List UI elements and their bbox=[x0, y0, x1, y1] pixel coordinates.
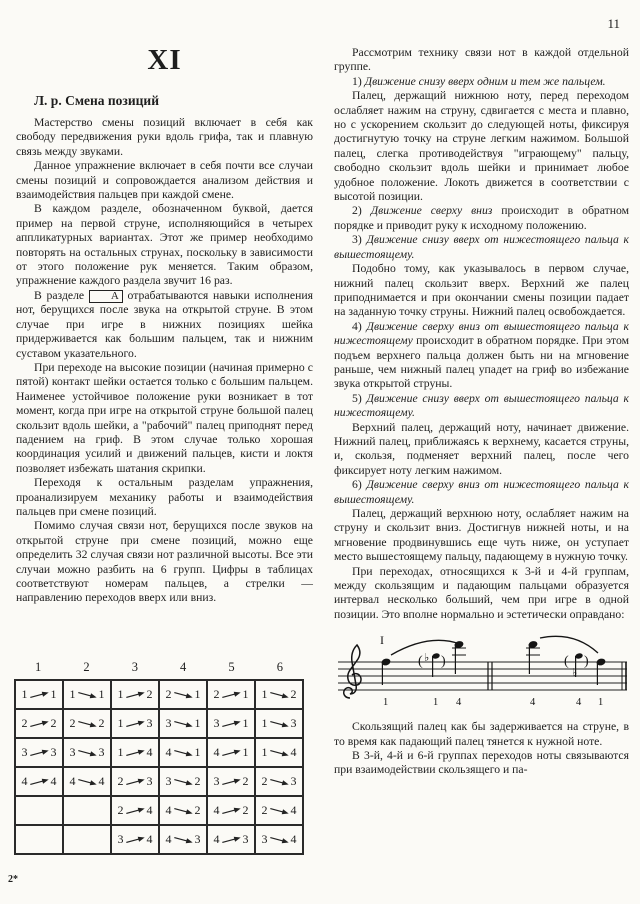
item-title: Движение снизу вверх одним и тем же пальцем. bbox=[364, 74, 606, 88]
finger-to: 4 bbox=[290, 745, 297, 759]
transition-cell bbox=[255, 680, 303, 709]
finger-from: 1 bbox=[117, 687, 124, 701]
svg-text:(: ( bbox=[418, 654, 423, 670]
finger-to: 4 bbox=[290, 832, 297, 846]
empty-cell bbox=[63, 825, 111, 854]
boxed-section-letter: А bbox=[89, 290, 123, 303]
finger-from: 4 bbox=[21, 774, 28, 788]
finger-from: 2 bbox=[117, 774, 124, 788]
finger-from: 3 bbox=[261, 832, 268, 846]
empty-cell bbox=[15, 796, 63, 825]
arrow-up-icon bbox=[125, 776, 146, 788]
transition-cell bbox=[207, 680, 255, 709]
finger-to: 2 bbox=[194, 803, 201, 817]
parenthesized-note bbox=[564, 653, 589, 679]
item-title: Движение снизу вверх от нижестоящего пальца к вышестоящему. bbox=[334, 233, 630, 261]
paragraph: Палец, держащий нижнюю ноту, перед переходом ослабляет нажим на струну, сдвигается с места и плавно, но с ускорением скользит до следующей ноты, фиксируя достигнутую точку на струне легким нажимом. Большой палец, слегка противодействуя "играющему" пальцу, свободно скользит вдоль шейки и принимает любое удобное положение. Локоть движется в соответствии с высотой позиции. bbox=[334, 89, 629, 204]
finger-to: 2 bbox=[242, 803, 249, 817]
finger-to: 4 bbox=[290, 803, 297, 817]
arrow-up-icon bbox=[29, 689, 50, 701]
finger-to: 3 bbox=[146, 716, 153, 730]
paragraph: Мастерство смены позиций включает в себя как свободу передвижения руки вдоль грифа, так и плавную связь между звуками. bbox=[16, 116, 313, 158]
finger-from: 2 bbox=[261, 803, 268, 817]
finger-to: 3 bbox=[194, 832, 201, 846]
transition-cell bbox=[207, 709, 255, 738]
paragraph-with-boxed-letter bbox=[16, 289, 313, 361]
finger-from: 1 bbox=[21, 687, 28, 701]
transition-cell bbox=[207, 796, 255, 825]
finger-from: 3 bbox=[213, 716, 220, 730]
transition-cell bbox=[159, 738, 207, 767]
transition-cell bbox=[111, 825, 159, 854]
finger-to: 3 bbox=[242, 832, 249, 846]
finger-from: 1 bbox=[261, 687, 268, 701]
finger-to: 1 bbox=[194, 687, 201, 701]
arrow-up-icon bbox=[125, 689, 146, 701]
finger-to: 4 bbox=[50, 774, 57, 788]
finger-to: 2 bbox=[194, 774, 201, 788]
list-item-3 bbox=[334, 233, 629, 262]
transition-cell bbox=[207, 767, 255, 796]
finger-from: 1 bbox=[69, 687, 76, 701]
paragraph: В каждом разделе, обозначенном буквой, дается пример на первой струне, исполняющийся в четырех аппликатурных вариантах. Этот же пример необходимо повторять на остальных струнах, поскольку в зависимости от этого положение рук меняется. Таким образом, упражнение каждого раздела звучит 16 раз. bbox=[16, 202, 313, 288]
transition-cell bbox=[111, 709, 159, 738]
arrow-down-icon bbox=[77, 689, 98, 701]
finger-from: 3 bbox=[117, 832, 124, 846]
transition-cell bbox=[255, 767, 303, 796]
transition-cell bbox=[111, 738, 159, 767]
position-label: I bbox=[380, 633, 384, 648]
transition-cell bbox=[15, 738, 63, 767]
finger-from: 4 bbox=[213, 832, 220, 846]
finger-to: 3 bbox=[146, 774, 153, 788]
transition-cell bbox=[255, 796, 303, 825]
finger-to: 2 bbox=[98, 716, 105, 730]
finger-to: 1 bbox=[242, 716, 249, 730]
transition-cell bbox=[255, 709, 303, 738]
arrow-up-icon bbox=[221, 718, 242, 730]
transition-cell bbox=[207, 738, 255, 767]
note bbox=[381, 659, 390, 686]
chapter-title: XI bbox=[147, 44, 182, 76]
paragraph: Рассмотрим технику связи нот в каждой отдельной группе. bbox=[334, 46, 629, 74]
transition-cell bbox=[15, 680, 63, 709]
arrow-up-icon bbox=[221, 689, 242, 701]
table-header: 2 bbox=[83, 660, 90, 674]
finger-from: 2 bbox=[69, 716, 76, 730]
finger-from: 4 bbox=[165, 832, 172, 846]
arrow-up-icon bbox=[125, 805, 146, 817]
item-number: 6) bbox=[352, 478, 362, 492]
transition-cell bbox=[159, 680, 207, 709]
slur bbox=[540, 637, 598, 654]
table-column-headers bbox=[14, 660, 304, 675]
transition-cell bbox=[63, 738, 111, 767]
finger-to: 2 bbox=[146, 687, 153, 701]
arrow-down-icon bbox=[269, 805, 290, 817]
transition-cell bbox=[111, 796, 159, 825]
list-item-1 bbox=[334, 75, 629, 89]
transition-cell bbox=[255, 825, 303, 854]
finger-from: 2 bbox=[261, 774, 268, 788]
transition-cell bbox=[15, 709, 63, 738]
finger-to: 2 bbox=[242, 774, 249, 788]
finger-from: 4 bbox=[213, 745, 220, 759]
arrow-down-icon bbox=[173, 776, 194, 788]
arrow-down-icon bbox=[173, 718, 194, 730]
finger-from: 1 bbox=[261, 745, 268, 759]
svg-text:♭: ♭ bbox=[424, 652, 430, 665]
paragraph: При переходах, относящихся к 3-й и 4-й группам, между скользящим и падающим пальцами образуется интервал несколько больший, чем при игре в одной позиции. Это вполне нормально и эстетически оправдано: bbox=[334, 564, 629, 621]
transition-cell bbox=[63, 767, 111, 796]
paragraph: Подобно тому, как указывалось в первом случае, нижний палец скользит вверх. Верхний же палец приподнимается и при окончании смены позиции падает на заданную точку струны. Нижний палец освобождается. bbox=[334, 262, 629, 319]
table-header: 5 bbox=[228, 660, 235, 674]
item-text: происходит в обратном порядке и приводит руку к исходному положению. bbox=[334, 204, 630, 232]
finger-from: 2 bbox=[21, 716, 28, 730]
finger-to: 3 bbox=[50, 745, 57, 759]
transition-cell bbox=[207, 825, 255, 854]
empty-cell bbox=[15, 825, 63, 854]
item-number: 1) bbox=[352, 74, 362, 88]
fingering: 1 bbox=[383, 697, 389, 709]
item-number: 4) bbox=[352, 319, 362, 333]
table-header: 4 bbox=[180, 660, 187, 674]
finger-to: 1 bbox=[194, 745, 201, 759]
finger-to: 1 bbox=[50, 687, 57, 701]
finger-from: 1 bbox=[117, 716, 124, 730]
parenthesized-note bbox=[418, 652, 446, 677]
finger-to: 2 bbox=[50, 716, 57, 730]
paragraph: Верхний палец, держащий ноту, начинает движение. Нижний палец, приближаясь к верхнему, касается струны, и, скользя, подменяет верхний палец, после чего фиксирует ноту легким нажимом. bbox=[334, 420, 629, 477]
item-text: происходит в обратном порядке. При этом подъем верхнего пальца должен быть ни на мгновение раньше, чем нижный палец упадет на гриф во избежание звука открытой струны. bbox=[334, 334, 629, 391]
paragraph: Переходя к остальным разделам упражнения, проанализируем механику работы и взаимодействия пальцев при смене позиций. bbox=[16, 476, 313, 518]
text-before-box: В разделе bbox=[34, 288, 85, 302]
transition-cell bbox=[159, 767, 207, 796]
svg-text:): ) bbox=[584, 654, 589, 670]
finger-to: 4 bbox=[146, 745, 153, 759]
arrow-down-icon bbox=[269, 718, 290, 730]
transition-cell bbox=[111, 767, 159, 796]
list-item-4 bbox=[334, 320, 629, 392]
finger-to: 2 bbox=[290, 687, 297, 701]
finger-from: 2 bbox=[165, 687, 172, 701]
arrow-down-icon bbox=[173, 747, 194, 759]
table-header: 1 bbox=[35, 660, 42, 674]
finger-from: 3 bbox=[21, 745, 28, 759]
finger-to: 1 bbox=[242, 745, 249, 759]
arrow-up-icon bbox=[29, 747, 50, 759]
paragraph: Палец, держащий верхнюю ноту, ослабляет нажим на струну и скользит вниз. Достигнув нижней ноты, и на мгновение продвинувшись еще чуть ниже, он уступает место вышестоящему пальцу, падающему в нужную точку. bbox=[334, 507, 629, 564]
finger-to: 3 bbox=[290, 774, 297, 788]
finger-to: 4 bbox=[146, 832, 153, 846]
fingering: 4 bbox=[576, 697, 582, 709]
fingering-numbers bbox=[383, 697, 603, 708]
fingering: 1 bbox=[598, 697, 604, 709]
transition-cell bbox=[159, 796, 207, 825]
fingering: 1 bbox=[433, 697, 439, 709]
finger-to: 4 bbox=[98, 774, 105, 788]
fingering: 4 bbox=[530, 697, 536, 709]
finger-from: 4 bbox=[165, 803, 172, 817]
fingering-table bbox=[14, 660, 304, 855]
paragraph: В 3-й, 4-й и 6-й группах переходов ноты связываются при взаимодействии скользящего и па- bbox=[334, 749, 629, 777]
transition-cell bbox=[15, 767, 63, 796]
finger-from: 2 bbox=[117, 803, 124, 817]
section-title: Л. р. Смена позиций bbox=[34, 93, 159, 108]
arrow-down-icon bbox=[77, 776, 98, 788]
arrow-up-icon bbox=[125, 718, 146, 730]
arrow-down-icon bbox=[173, 834, 194, 846]
list-item-5 bbox=[334, 392, 629, 421]
finger-from: 3 bbox=[165, 774, 172, 788]
finger-to: 1 bbox=[194, 716, 201, 730]
empty-cell bbox=[63, 796, 111, 825]
item-number: 3) bbox=[352, 233, 362, 247]
finger-from: 3 bbox=[213, 774, 220, 788]
paragraph: Помимо случая связи нот, берущихся после звуков на открытой струне при смене позиций, можно еще определить 32 случая связи нот различной высоты. Все эти случаи можно разбить на 6 групп. Цифры в таблицах соответствуют номерам пальцев, а стрелки — направлению переходов вверх или вниз. bbox=[16, 519, 313, 605]
item-title: Движение сверху вниз от нижестоящего пальца к вышестоящему. bbox=[334, 478, 629, 506]
text-after-box: отрабатываются навыки исполнения нот, берущихся после звука на открытой струне. В этом случае при игре в нижних позициях шейка придерживается как большим пальцем, так и нижним суставом указательного. bbox=[16, 288, 314, 360]
arrow-up-icon bbox=[29, 776, 50, 788]
arrow-down-icon bbox=[269, 689, 290, 701]
item-title: Движение сверху вниз от вышестоящего пальца к нижестоящему bbox=[334, 319, 629, 348]
finger-to: 3 bbox=[98, 745, 105, 759]
transition-cell bbox=[159, 825, 207, 854]
paragraph: Данное упражнение включает в себя почти все случаи смены позиций и сопровождается анализом действия и взаимодействия пальцев при каждой смене. bbox=[16, 159, 313, 202]
arrow-down-icon bbox=[269, 776, 290, 788]
arrow-up-icon bbox=[221, 747, 242, 759]
table-grid bbox=[14, 679, 304, 855]
arrow-up-icon bbox=[125, 834, 146, 846]
transition-cell bbox=[255, 738, 303, 767]
finger-to: 3 bbox=[290, 716, 297, 730]
finger-from: 1 bbox=[117, 745, 124, 759]
finger-to: 1 bbox=[242, 687, 249, 701]
arrow-down-icon bbox=[269, 747, 290, 759]
note bbox=[596, 659, 605, 686]
paragraph: Скользящий палец как бы задерживается на струне, в то время как падающий палец тянется к нужной ноте. bbox=[334, 720, 629, 748]
table-header: 6 bbox=[276, 660, 283, 674]
finger-from: 3 bbox=[165, 716, 172, 730]
printer-signature-mark: 2* bbox=[8, 874, 18, 885]
transition-cell bbox=[159, 709, 207, 738]
page-number: 11 bbox=[607, 16, 620, 31]
transition-cell bbox=[63, 709, 111, 738]
arrow-up-icon bbox=[221, 776, 242, 788]
finger-from: 4 bbox=[213, 803, 220, 817]
finger-from: 2 bbox=[213, 687, 220, 701]
finger-from: 3 bbox=[69, 745, 76, 759]
table-header: 3 bbox=[131, 660, 138, 674]
arrow-up-icon bbox=[221, 805, 242, 817]
arrow-up-icon bbox=[221, 834, 242, 846]
music-example bbox=[334, 628, 629, 716]
list-item-6 bbox=[334, 478, 629, 507]
transition-cell bbox=[63, 680, 111, 709]
finger-to: 4 bbox=[146, 803, 153, 817]
finger-from: 4 bbox=[165, 745, 172, 759]
arrow-up-icon bbox=[125, 747, 146, 759]
transition-cell bbox=[111, 680, 159, 709]
fingering: 4 bbox=[456, 697, 462, 709]
paragraph: При переходе на высокие позиции (начиная примерно с пятой) контакт шейки остается только с большим пальцем. Наименее устойчивое положение руки возникает в тот момент, когда при игре на открытой струне большой палец скользит вдоль шейки, а "рабочий" палец приподнят перед падением на гриф. В этом случае только хорошая координация усилий и движений пальцев, кисти и локтя позволяет избежать шатания скрипки. bbox=[16, 360, 313, 475]
arrow-down-icon bbox=[173, 689, 194, 701]
item-number: 2) bbox=[352, 204, 362, 218]
svg-text:(: ( bbox=[564, 654, 569, 670]
item-title: Движение сверху вниз bbox=[370, 204, 493, 218]
finger-from: 1 bbox=[261, 716, 268, 730]
svg-text:): ) bbox=[441, 654, 446, 670]
finger-to: 1 bbox=[98, 687, 105, 701]
arrow-down-icon bbox=[269, 834, 290, 846]
svg-text:♭: ♭ bbox=[572, 667, 578, 680]
list-item-2 bbox=[334, 204, 629, 233]
item-title: Движение снизу вверх от вышестоящего пальца к нижестоящему. bbox=[334, 391, 629, 420]
arrow-up-icon bbox=[29, 718, 50, 730]
arrow-down-icon bbox=[77, 718, 98, 730]
right-column bbox=[334, 46, 629, 778]
left-column bbox=[16, 38, 313, 606]
item-number: 5) bbox=[352, 391, 362, 405]
arrow-down-icon bbox=[77, 747, 98, 759]
finger-from: 4 bbox=[69, 774, 76, 788]
arrow-down-icon bbox=[173, 805, 194, 817]
